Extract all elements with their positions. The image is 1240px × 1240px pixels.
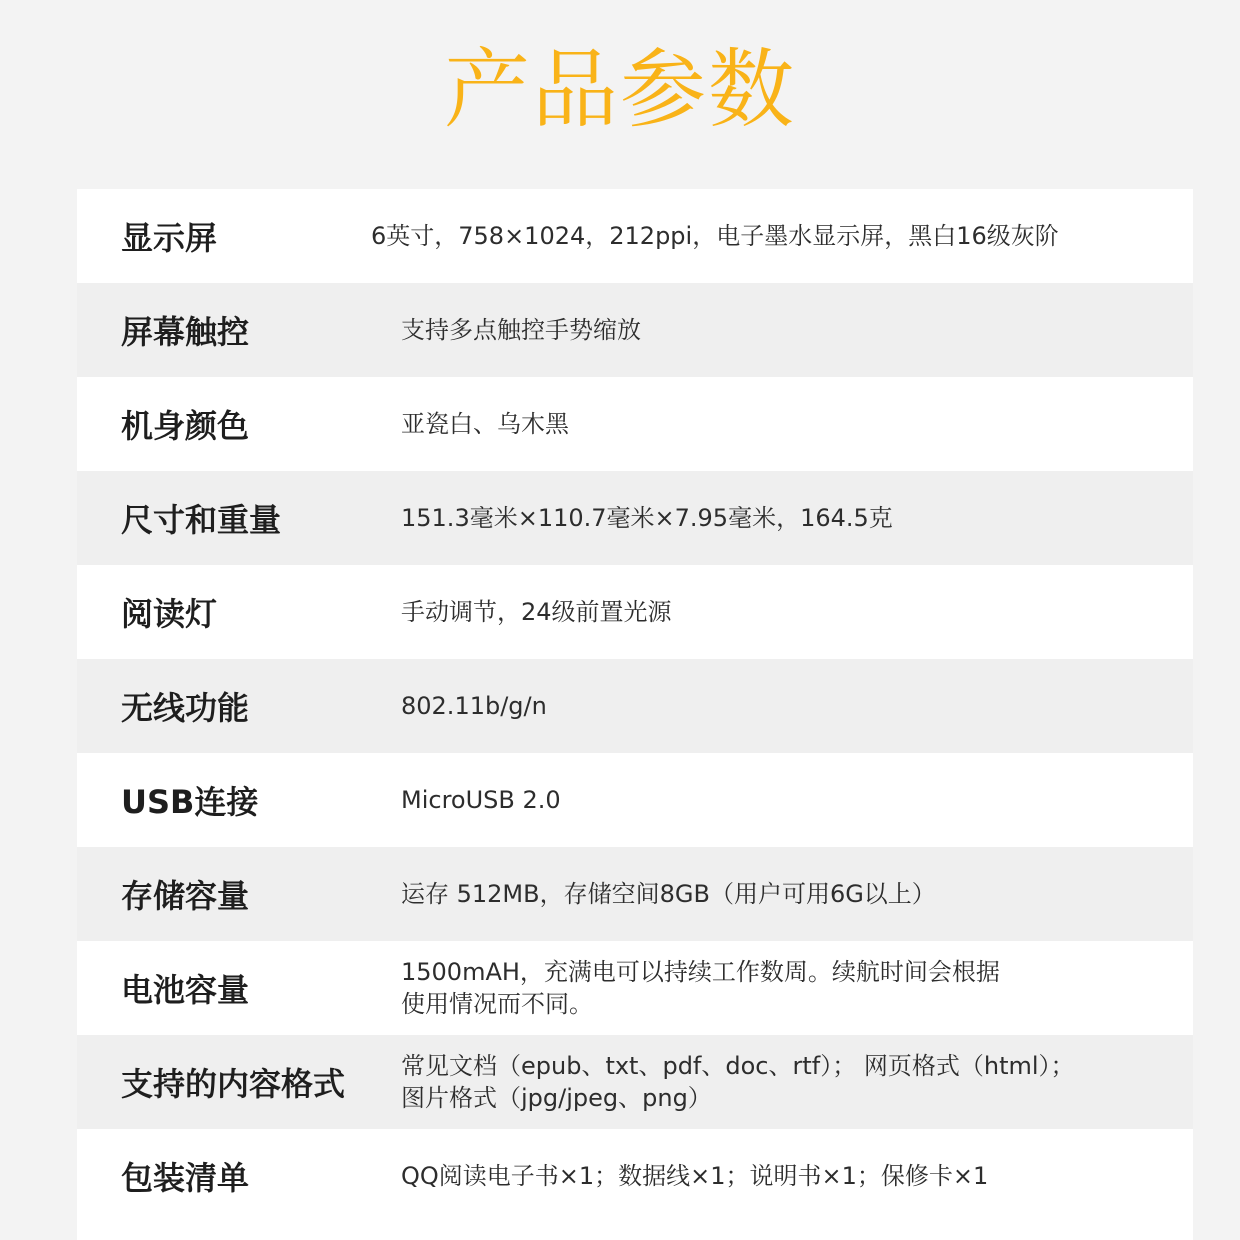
spec-row-wireless [77, 659, 1193, 753]
spec-row-reading-light [77, 565, 1193, 659]
spec-value: 手动调节，24级前置光源 [401, 598, 672, 626]
spec-value: 802.11b/g/n [401, 692, 547, 720]
table-bottom-edge [77, 1223, 1193, 1240]
spec-label: 阅读灯 [121, 595, 218, 633]
spec-row-display [77, 189, 1193, 283]
spec-table [77, 189, 1193, 1223]
spec-label: 电池容量 [121, 971, 250, 1009]
spec-value: 支持多点触控手势缩放 [401, 316, 641, 344]
spec-row-size-weight [77, 471, 1193, 565]
spec-row-color [77, 377, 1193, 471]
spec-value: 1500mAH，充满电可以持续工作数周。续航时间会根据 使用情况而不同。 [401, 958, 1000, 1018]
spec-label: 尺寸和重量 [121, 501, 282, 539]
spec-label: 屏幕触控 [121, 313, 250, 351]
spec-row-package [77, 1129, 1193, 1223]
spec-value: 常见文档（epub、txt、pdf、doc、rtf）； 网页格式（html）； 图片格式（jpg/jpeg、png） [401, 1052, 1075, 1112]
spec-label: 显示屏 [121, 219, 218, 257]
spec-label: 存储容量 [121, 877, 250, 915]
spec-value: 运存 512MB，存储空间8GB（用户可用6G以上） [401, 880, 936, 908]
spec-value: MicroUSB 2.0 [401, 786, 561, 814]
spec-value: QQ阅读电子书×1；数据线×1；说明书×1；保修卡×1 [401, 1162, 989, 1190]
spec-value: 151.3毫米×110.7毫米×7.95毫米，164.5克 [401, 504, 893, 532]
spec-row-storage [77, 847, 1193, 941]
spec-value: 亚瓷白、乌木黑 [401, 410, 569, 438]
spec-label: 无线功能 [121, 689, 250, 727]
spec-row-touch [77, 283, 1193, 377]
page-title: 产品参数 [444, 40, 796, 140]
spec-value: 6英寸，758×1024，212ppi，电子墨水显示屏，黑白16级灰阶 [371, 222, 1059, 250]
spec-label: 包装清单 [121, 1159, 250, 1197]
spec-row-battery [77, 941, 1193, 1035]
spec-row-formats [77, 1035, 1193, 1129]
spec-row-usb [77, 753, 1193, 847]
spec-label: 支持的内容格式 [121, 1065, 346, 1103]
spec-label: USB连接 [121, 783, 259, 821]
spec-label: 机身颜色 [121, 407, 250, 445]
